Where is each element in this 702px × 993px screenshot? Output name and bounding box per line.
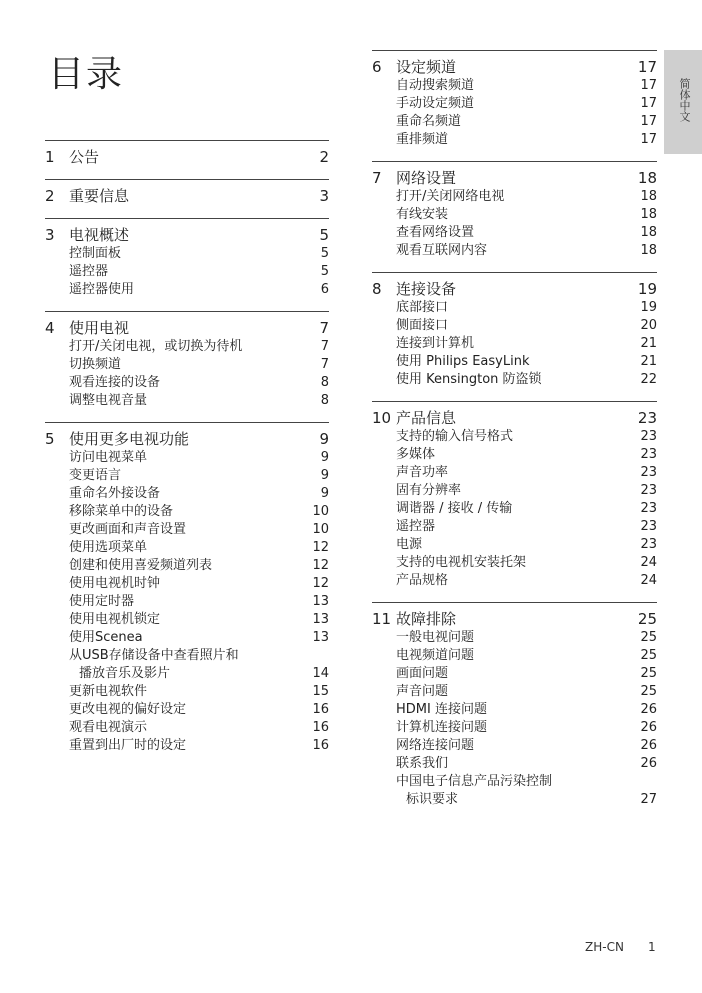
entry-title: 使用 Kensington 防盗锁 xyxy=(396,372,542,387)
toc-entry[interactable] xyxy=(45,683,329,701)
footer-language: ZH-CN xyxy=(585,940,624,954)
section-number: 5 xyxy=(45,430,55,448)
entry-title: 重命名频道 xyxy=(396,114,462,129)
entry-title: 调整电视音量 xyxy=(69,393,148,408)
entry-page: 19 xyxy=(640,300,657,315)
toc-section xyxy=(372,50,657,149)
toc-section xyxy=(45,179,329,206)
entry-page: 13 xyxy=(312,612,329,627)
toc-entry[interactable] xyxy=(45,263,329,281)
toc-entry[interactable] xyxy=(372,773,657,791)
toc-section xyxy=(372,161,657,260)
toc-entry[interactable] xyxy=(45,485,329,503)
section-page: 18 xyxy=(637,169,657,187)
toc-entry[interactable] xyxy=(372,755,657,773)
entry-title: 使用电视机锁定 xyxy=(69,612,161,627)
entry-page: 6 xyxy=(320,282,329,297)
toc-entry[interactable] xyxy=(45,719,329,737)
entry-page: 12 xyxy=(312,576,329,591)
toc-section-heading[interactable] xyxy=(372,408,657,428)
toc-entry[interactable] xyxy=(372,719,657,737)
toc-entry[interactable] xyxy=(45,392,329,410)
toc-section-heading[interactable] xyxy=(372,168,657,188)
toc-entry[interactable] xyxy=(372,95,657,113)
entry-page: 26 xyxy=(640,702,657,717)
entry-page: 22 xyxy=(640,372,657,387)
toc-entry[interactable] xyxy=(372,554,657,572)
toc-entry[interactable] xyxy=(372,224,657,242)
toc-entry[interactable] xyxy=(372,629,657,647)
section-page: 23 xyxy=(637,409,657,427)
section-title: 故障排除 xyxy=(396,610,457,628)
section-number: 4 xyxy=(45,319,55,337)
toc-section-heading[interactable] xyxy=(45,225,329,245)
entry-title: 调谐器 / 接收 / 传输 xyxy=(396,501,513,516)
toc-entry[interactable] xyxy=(45,281,329,299)
toc-left-column xyxy=(45,140,329,755)
toc-section-heading[interactable] xyxy=(372,57,657,77)
entry-title: 观看电视演示 xyxy=(69,720,148,735)
entry-title: 侧面接口 xyxy=(396,318,449,333)
entry-title: 访问电视菜单 xyxy=(69,450,148,465)
toc-entry[interactable] xyxy=(45,557,329,575)
entry-title: 画面问题 xyxy=(396,666,449,681)
entry-title: 打开/关闭网络电视 xyxy=(396,189,505,204)
section-page: 25 xyxy=(637,610,657,628)
toc-entry[interactable] xyxy=(372,518,657,536)
section-title: 设定频道 xyxy=(396,58,457,76)
toc-entry[interactable] xyxy=(45,665,329,683)
entry-page: 5 xyxy=(320,246,329,261)
entry-page: 7 xyxy=(320,339,329,354)
toc-entry[interactable] xyxy=(45,593,329,611)
toc-right-column xyxy=(372,50,657,809)
entry-page: 24 xyxy=(640,573,657,588)
toc-section xyxy=(372,602,657,809)
entry-page: 12 xyxy=(312,558,329,573)
entry-title: 使用电视机时钟 xyxy=(69,576,161,591)
toc-entry[interactable] xyxy=(45,374,329,392)
section-title: 连接设备 xyxy=(396,280,457,298)
entry-title: 自动搜索频道 xyxy=(396,78,475,93)
entry-page: 17 xyxy=(640,114,657,129)
toc-entry[interactable] xyxy=(372,299,657,317)
toc-entry[interactable] xyxy=(45,647,329,665)
entry-page: 16 xyxy=(312,702,329,717)
toc-entry[interactable] xyxy=(45,701,329,719)
toc-entry[interactable] xyxy=(372,317,657,335)
entry-page: 9 xyxy=(320,468,329,483)
entry-title: 手动设定频道 xyxy=(396,96,475,111)
entry-page: 26 xyxy=(640,720,657,735)
entry-title: 使用定时器 xyxy=(69,594,135,609)
entry-page: 17 xyxy=(640,132,657,147)
toc-entry[interactable] xyxy=(372,113,657,131)
entry-title: 变更语言 xyxy=(69,468,122,483)
entry-page: 23 xyxy=(640,501,657,516)
entry-page: 23 xyxy=(640,483,657,498)
toc-entry[interactable] xyxy=(372,500,657,518)
toc-entry[interactable] xyxy=(45,521,329,539)
toc-section xyxy=(45,311,329,410)
section-title: 使用电视 xyxy=(69,319,130,337)
section-number: 3 xyxy=(45,226,55,244)
entry-page: 13 xyxy=(312,594,329,609)
toc-entry[interactable] xyxy=(372,77,657,95)
entry-title: 电源 xyxy=(396,537,423,552)
entry-page: 20 xyxy=(640,318,657,333)
entry-title: 使用 Philips EasyLink xyxy=(396,354,530,369)
section-page: 17 xyxy=(637,58,657,76)
section-page: 2 xyxy=(319,148,329,166)
toc-section xyxy=(372,272,657,389)
toc-entry[interactable] xyxy=(45,575,329,593)
entry-title: 重置到出厂时的设定 xyxy=(69,738,187,753)
entry-page: 17 xyxy=(640,96,657,111)
toc-section-heading[interactable] xyxy=(45,147,329,167)
entry-title: 查看网络设置 xyxy=(396,225,475,240)
section-title: 公告 xyxy=(69,148,100,166)
entry-title: 播放音乐及影片 xyxy=(79,666,171,681)
page-footer xyxy=(585,940,656,954)
toc-section-heading[interactable] xyxy=(45,429,329,449)
entry-title: 声音问题 xyxy=(396,684,449,699)
entry-page: 25 xyxy=(640,684,657,699)
toc-section xyxy=(45,218,329,299)
section-title: 重要信息 xyxy=(69,187,130,205)
toc-entry[interactable] xyxy=(45,629,329,647)
toc-entry[interactable] xyxy=(372,188,657,206)
entry-page: 8 xyxy=(320,393,329,408)
section-title: 产品信息 xyxy=(396,409,457,427)
toc-entry[interactable] xyxy=(372,536,657,554)
toc-entry[interactable] xyxy=(372,131,657,149)
entry-page: 14 xyxy=(312,666,329,681)
section-number: 6 xyxy=(372,58,382,76)
section-page: 9 xyxy=(319,430,329,448)
entry-page: 21 xyxy=(640,354,657,369)
entry-title: 电视频道问题 xyxy=(396,648,475,663)
toc-section-heading[interactable] xyxy=(372,609,657,629)
section-number: 8 xyxy=(372,280,382,298)
entry-page: 16 xyxy=(312,738,329,753)
entry-title: 观看连接的设备 xyxy=(69,375,161,390)
entry-title: 移除菜单中的设备 xyxy=(69,504,174,519)
entry-title: 支持的电视机安装托架 xyxy=(396,555,527,570)
entry-page: 7 xyxy=(320,357,329,372)
entry-title: 多媒体 xyxy=(396,447,436,462)
entry-title: 控制面板 xyxy=(69,246,122,261)
toc-entry[interactable] xyxy=(372,572,657,590)
entry-title: 中国电子信息产品污染控制 xyxy=(396,774,553,789)
entry-page: 26 xyxy=(640,756,657,771)
entry-title: 支持的输入信号格式 xyxy=(396,429,514,444)
entry-page: 18 xyxy=(640,225,657,240)
entry-page: 10 xyxy=(312,504,329,519)
section-page: 7 xyxy=(319,319,329,337)
entry-page: 26 xyxy=(640,738,657,753)
entry-title: 产品规格 xyxy=(396,573,449,588)
entry-title: 计算机连接问题 xyxy=(396,720,488,735)
entry-page: 23 xyxy=(640,429,657,444)
entry-title: 遥控器 xyxy=(396,519,436,534)
section-number: 7 xyxy=(372,169,382,187)
toc-entry[interactable] xyxy=(372,683,657,701)
entry-page: 23 xyxy=(640,519,657,534)
toc-entry[interactable] xyxy=(372,371,657,389)
entry-page: 27 xyxy=(640,792,657,807)
entry-page: 25 xyxy=(640,666,657,681)
toc-entry[interactable] xyxy=(372,242,657,260)
entry-title: 更改电视的偏好设定 xyxy=(69,702,187,717)
entry-title: 遥控器 xyxy=(69,264,109,279)
entry-title: 重命名外接设备 xyxy=(69,486,161,501)
entry-page: 17 xyxy=(640,78,657,93)
entry-page: 23 xyxy=(640,537,657,552)
entry-title: 一般电视问题 xyxy=(396,630,475,645)
toc-entry[interactable] xyxy=(372,647,657,665)
entry-page: 18 xyxy=(640,207,657,222)
toc-entry[interactable] xyxy=(372,335,657,353)
entry-title: 遥控器使用 xyxy=(69,282,135,297)
toc-entry[interactable] xyxy=(45,539,329,557)
section-page: 5 xyxy=(319,226,329,244)
toc-section-heading[interactable] xyxy=(372,279,657,299)
entry-title: 固有分辨率 xyxy=(396,483,462,498)
entry-title: 声音功率 xyxy=(396,465,449,480)
toc-entry[interactable] xyxy=(45,611,329,629)
language-side-tab xyxy=(664,50,702,154)
footer-page-number: 1 xyxy=(647,940,656,954)
toc-entry[interactable] xyxy=(45,449,329,467)
entry-title: 更改画面和声音设置 xyxy=(69,522,187,537)
entry-title: 底部接口 xyxy=(396,300,449,315)
entry-title: 使用选项菜单 xyxy=(69,540,148,555)
toc-entry[interactable] xyxy=(372,665,657,683)
toc-entry[interactable] xyxy=(372,737,657,755)
toc-entry[interactable] xyxy=(45,467,329,485)
section-title: 使用更多电视功能 xyxy=(69,430,190,448)
entry-title: 网络连接问题 xyxy=(396,738,475,753)
toc-section xyxy=(45,140,329,167)
entry-page: 10 xyxy=(312,522,329,537)
entry-page: 24 xyxy=(640,555,657,570)
entry-title: HDMI 连接问题 xyxy=(396,702,487,717)
toc-entry[interactable] xyxy=(372,791,657,809)
toc-entry[interactable] xyxy=(372,206,657,224)
toc-section xyxy=(45,422,329,755)
entry-page: 18 xyxy=(640,243,657,258)
toc-entry[interactable] xyxy=(372,446,657,464)
entry-title: 重排频道 xyxy=(396,132,449,147)
toc-section xyxy=(372,401,657,590)
entry-title: 有线安装 xyxy=(396,207,449,222)
toc-entry[interactable] xyxy=(372,428,657,446)
toc-entry[interactable] xyxy=(45,737,329,755)
toc-entry[interactable] xyxy=(372,482,657,500)
toc-section-heading[interactable] xyxy=(45,186,329,206)
entry-page: 18 xyxy=(640,189,657,204)
section-number: 11 xyxy=(372,610,392,628)
toc-entry[interactable] xyxy=(372,353,657,371)
language-tab-label: 简体中文 xyxy=(678,78,691,122)
entry-page: 23 xyxy=(640,465,657,480)
entry-page: 25 xyxy=(640,648,657,663)
entry-title: 联系我们 xyxy=(396,756,449,771)
entry-page: 8 xyxy=(320,375,329,390)
toc-entry[interactable] xyxy=(372,701,657,719)
section-number: 2 xyxy=(45,187,55,205)
entry-page: 5 xyxy=(320,264,329,279)
entry-title: 更新电视软件 xyxy=(69,684,148,699)
entry-title: 观看互联网内容 xyxy=(396,243,488,258)
toc-section-heading[interactable] xyxy=(45,318,329,338)
entry-title: 连接到计算机 xyxy=(396,336,475,351)
entry-page: 16 xyxy=(312,720,329,735)
entry-page: 12 xyxy=(312,540,329,555)
entry-title: 创建和使用喜爱频道列表 xyxy=(69,558,213,573)
entry-page: 15 xyxy=(312,684,329,699)
entry-title: 打开/关闭电视，或切换为待机 xyxy=(69,339,243,354)
toc-entry[interactable] xyxy=(45,503,329,521)
section-page: 19 xyxy=(637,280,657,298)
page-title: 目录 xyxy=(48,54,125,95)
section-number: 10 xyxy=(372,409,392,427)
entry-page: 23 xyxy=(640,447,657,462)
toc-entry[interactable] xyxy=(45,245,329,263)
entry-page: 13 xyxy=(312,630,329,645)
section-title: 网络设置 xyxy=(396,169,457,187)
entry-page: 21 xyxy=(640,336,657,351)
section-number: 1 xyxy=(45,148,55,166)
toc-entry[interactable] xyxy=(45,338,329,356)
entry-title: 使用Scenea xyxy=(69,630,143,645)
entry-page: 9 xyxy=(320,450,329,465)
section-page: 3 xyxy=(319,187,329,205)
toc-entry[interactable] xyxy=(45,356,329,374)
entry-page: 9 xyxy=(320,486,329,501)
entry-page: 25 xyxy=(640,630,657,645)
section-title: 电视概述 xyxy=(69,226,130,244)
entry-title: 标识要求 xyxy=(406,792,459,807)
toc-entry[interactable] xyxy=(372,464,657,482)
entry-title: 从USB存储设备中查看照片和 xyxy=(69,648,239,663)
entry-title: 切换频道 xyxy=(69,357,122,372)
